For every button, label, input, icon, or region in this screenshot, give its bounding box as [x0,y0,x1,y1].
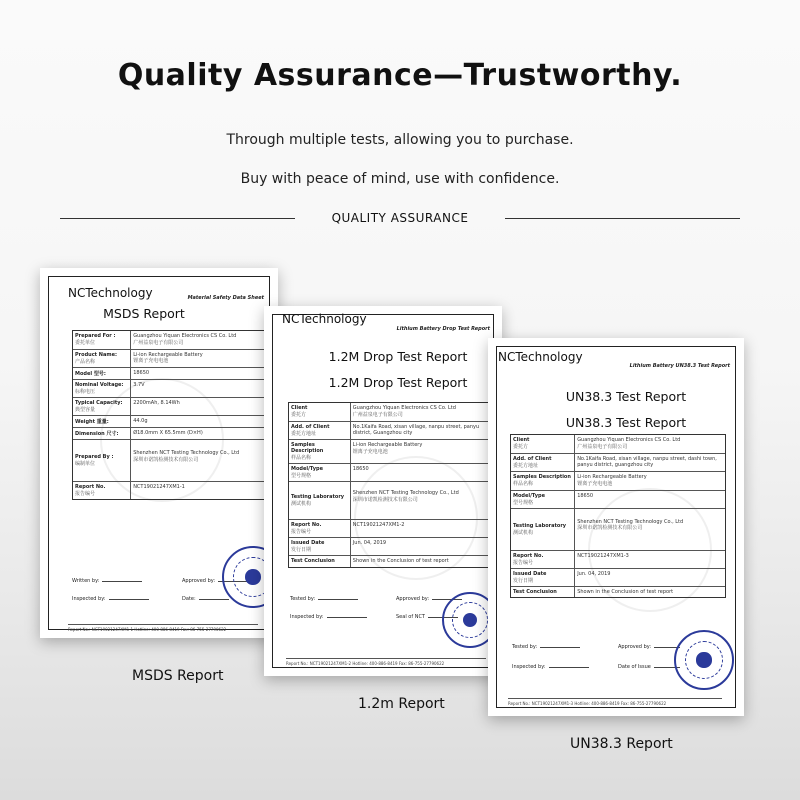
report-info-table [288,402,496,568]
caption-1-2m-report: 1.2m Report [358,696,445,712]
report-info-table [72,330,268,500]
nct-seal-stamp [674,630,734,690]
subtitle-line-2: Buy with peace of mind, use with confidence. [240,171,560,187]
caption-un383-report: UN38.3 Report [570,736,673,752]
table-row: Test Conclusion Shown in the Conclusion of test report [289,556,495,567]
table-row: Test Conclusion Shown in the Conclusion of test report [511,587,725,598]
document-brand: NCTechnology [68,286,153,300]
msds-report-document [40,268,278,638]
document-header-label: Lithium Battery Drop Test Report [396,326,490,332]
document-header-label: Material Safety Data Sheet [187,295,264,301]
signature-inspected-by: Inspected by: [512,664,589,670]
table-row: Client 委托方 Guangzhou Yiquan Electronics CS Co. Ltd 广州益泉电子有限公司 [289,403,495,422]
table-row: Issued Date 发行日期 Jun. 04, 2019 [289,538,495,556]
un383-report-document [488,338,744,716]
drop-test-report-document [264,306,502,676]
report-info-table [510,434,726,598]
table-row: Samples Description 样品名称 Li-ion Rechargeable Battery 锂离子充电电池 [511,472,725,491]
table-row: Issued Date 发行日期 Jun. 04, 2019 [511,569,725,587]
table-row: Testing Laboratory 测试机构 Shenzhen NCT Testing Technology Co., Ltd 深圳市诺凯检测技术有限公司 [511,509,725,551]
table-row: Dimension 尺寸: Ø18.0mm X 65.5mm (D×H) [73,428,267,440]
subtitle-line-1: Through multiple tests, allowing you to purchase. [226,132,574,148]
signature-date-of-issue: Date of Issue [618,664,680,670]
signature-approved-by: Approved by: [396,596,462,602]
divider-right [505,218,740,219]
table-row: Model/Type 型号规格 18650 [511,491,725,509]
document-brand: NCTechnology [498,350,583,364]
signature-date: Date: [182,596,229,602]
report-title: UN38.3 Test Report [565,389,687,404]
table-row: Report No. 报告编号 NCT19021247XM1-2 [289,520,495,538]
signature-tested-by: Tested by: [512,644,580,650]
signature-tested-by: Tested by: [290,596,358,602]
table-row: Client 委托方 Guangzhou Yiquan Electronics CS Co. Ltd 广州益泉电子有限公司 [511,435,725,454]
table-row: Prepared For : 委托单位 Guangzhou Yiquan Electronics CS Co. Ltd 广州益泉电子有限公司 [73,331,267,350]
document-footer: Report No.: NCT19021247XM1-3 Hotline: 400-886-8419 Fax: 86-755-27790622 [508,698,722,706]
signature-approved-by: Approved by: [182,578,248,584]
report-title-repeat: UN38.3 Test Report [565,415,687,430]
report-title: MSDS Report [103,306,185,321]
document-footer: Report No.: NCT19021247XM1-2 Hotline: 400-886-8419 Fax: 86-755-27790622 [286,658,486,666]
table-row: Report No. 报告编号 NCT19021247XM1-1 [75,484,185,497]
signature-seal-of-nct: Seal of NCT [396,614,458,620]
page-title: Quality Assurance—Trustworthy. [117,58,683,93]
caption-msds-report: MSDS Report [132,668,224,684]
table-row: Report No. 报告编号 NCT19021247XM1-3 [511,551,725,569]
table-row: Testing Laboratory 测试机构 Shenzhen NCT Testing Technology Co., Ltd 深圳市诺凯检测技术有限公司 [289,482,495,520]
divider-left [60,218,295,219]
table-row: Add. of Client 委托方地址 No.1Kaifa Road, xisan village, nanpu street, dashi town, panyu district, guangzhou city [511,454,725,473]
report-title-repeat: 1.2M Drop Test Report [328,375,468,390]
table-row: Add. of Client 委托方地址 No.1Kaifa Road, xisan village, nanpu street, panyu district, Guangzhou city [289,422,495,441]
table-row: Product Name: 产品名称 Li-ion Rechargeable Battery 锂离子充电电池 [73,350,267,369]
table-row: Weight 重量: 44.0g [73,416,267,428]
document-header-label: Lithium Battery UN38.3 Test Report [629,363,730,369]
section-label: QUALITY ASSURANCE [331,211,469,225]
signature-inspected-by: Inspected by: [290,614,367,620]
table-row: Nominal Voltage: 标称电压 3.7V [73,380,267,398]
table-row: Model/Type 型号规格 18650 [289,464,495,482]
document-footer: Report No.: NCT19021247XM1-1 Hotline: 400-886-8419 Fax: 86-755-27790622 [68,624,258,632]
signature-written-by: Written by: [72,578,142,584]
table-row: Typical Capacity: 典型容量 2200mAh, 8.14Wh [73,398,267,416]
document-brand: NCTechnology [282,312,367,326]
table-row: Samples Description 样品名称 Li-ion Rechargeable Battery 锂离子充电电池 [289,440,495,464]
table-row: Model 型号: 18650 [73,368,267,380]
report-title: 1.2M Drop Test Report [328,349,468,364]
signature-inspected-by: Inspected by: [72,596,149,602]
signature-approved-by: Approved by: [618,644,680,650]
table-row: Prepared By : 编制单位 Shenzhen NCT Testing Technology Co., Ltd 深圳市诺凯检测技术有限公司 [73,440,267,482]
